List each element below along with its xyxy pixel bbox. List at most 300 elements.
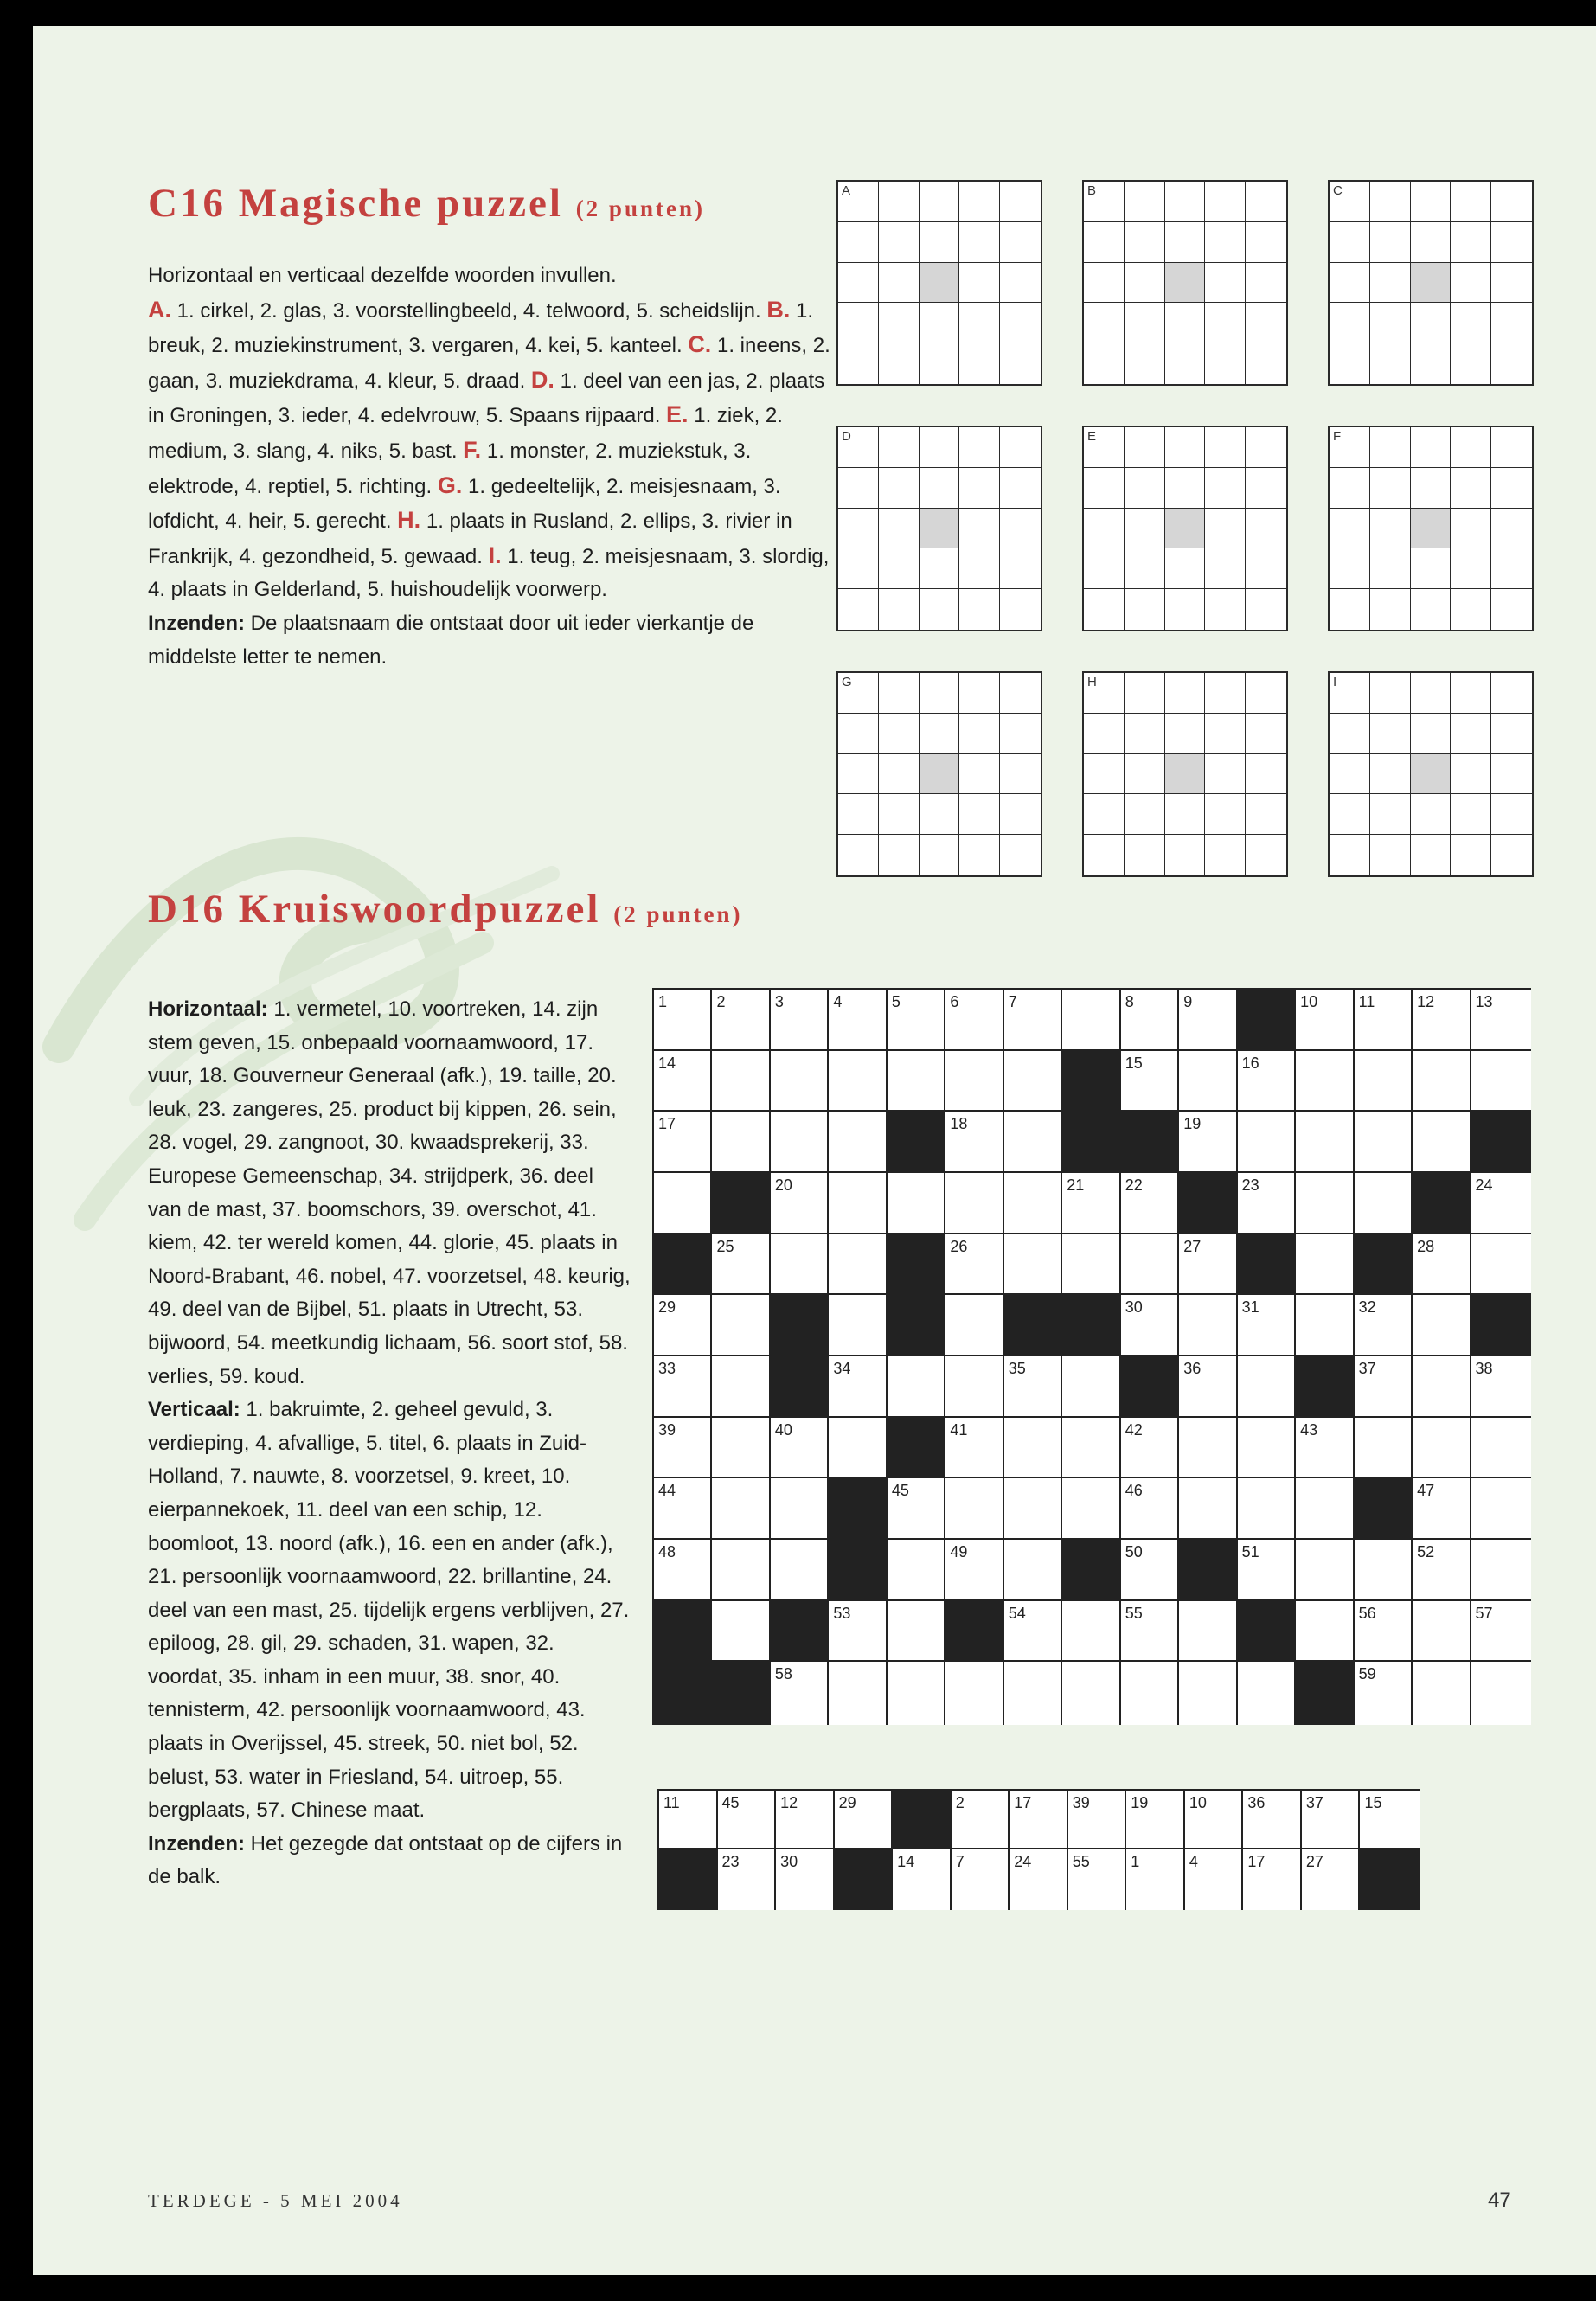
magic-grid-cell[interactable] <box>879 835 920 877</box>
magic-grid-cell[interactable] <box>1330 468 1370 509</box>
crossword-cell[interactable] <box>1413 1295 1471 1356</box>
solution-bar-cell[interactable] <box>1360 1791 1420 1849</box>
magic-grid-cell[interactable] <box>838 835 879 877</box>
crossword-cell[interactable] <box>945 1540 1003 1601</box>
magic-grid-cell[interactable] <box>1451 754 1491 795</box>
crossword-cell[interactable] <box>1296 1540 1354 1601</box>
crossword-cell[interactable] <box>888 1173 945 1234</box>
magic-grid-cell[interactable] <box>1370 673 1411 714</box>
crossword-cell[interactable] <box>1355 1662 1413 1725</box>
magic-grid-center-cell[interactable] <box>1165 263 1206 304</box>
crossword-cell[interactable] <box>1062 1601 1120 1663</box>
magic-grid-cell[interactable] <box>1205 794 1246 835</box>
crossword-cell[interactable] <box>1004 990 1062 1051</box>
magic-grid-cell[interactable] <box>1246 468 1288 509</box>
magic-grid-cell[interactable] <box>1246 509 1288 549</box>
magic-grid-cell[interactable] <box>879 303 920 343</box>
magic-grid-cell[interactable] <box>1451 182 1491 222</box>
magic-grid-cell[interactable] <box>1000 222 1042 263</box>
crossword-cell[interactable] <box>1121 1295 1179 1356</box>
magic-grid-cell[interactable] <box>1451 343 1491 386</box>
magic-grid-cell[interactable] <box>1370 548 1411 589</box>
crossword-cell[interactable] <box>771 1662 829 1725</box>
magic-grid-cell[interactable] <box>959 548 1000 589</box>
crossword-cell[interactable] <box>1238 1418 1296 1479</box>
magic-grid-cell[interactable] <box>1330 714 1370 754</box>
magic-grid-cell[interactable] <box>1330 794 1370 835</box>
magic-grid-cell[interactable] <box>879 754 920 795</box>
magic-grid-cell[interactable] <box>879 263 920 304</box>
magic-grid-cell[interactable] <box>1411 427 1452 468</box>
magic-grid-cell[interactable] <box>1125 222 1165 263</box>
crossword-cell[interactable] <box>654 990 712 1051</box>
magic-grid-cell[interactable] <box>1246 835 1288 877</box>
crossword-cell[interactable] <box>1413 1234 1471 1296</box>
magic-grid-cell[interactable] <box>959 754 1000 795</box>
magic-grid-cell[interactable] <box>920 835 960 877</box>
magic-grid-cell[interactable] <box>1411 589 1452 631</box>
crossword-cell[interactable] <box>1179 1478 1237 1540</box>
magic-grid-cell[interactable] <box>1370 343 1411 386</box>
magic-grid-cell[interactable] <box>959 589 1000 631</box>
crossword-cell[interactable] <box>1238 1540 1296 1601</box>
magic-grid-cell[interactable] <box>1084 754 1125 795</box>
crossword-cell[interactable] <box>829 990 887 1051</box>
magic-grid-cell[interactable] <box>838 343 879 386</box>
crossword-cell[interactable] <box>1471 1051 1531 1112</box>
magic-grid-cell[interactable] <box>1000 263 1042 304</box>
magic-grid-cell[interactable] <box>1165 589 1206 631</box>
crossword-cell[interactable] <box>888 1601 945 1663</box>
magic-grid-cell[interactable] <box>1125 835 1165 877</box>
magic-grid-cell[interactable] <box>959 343 1000 386</box>
magic-grid-cell[interactable] <box>1330 343 1370 386</box>
crossword-cell[interactable] <box>1238 1051 1296 1112</box>
magic-grid-cell[interactable] <box>1205 589 1246 631</box>
crossword-cell[interactable] <box>1004 1051 1062 1112</box>
magic-grid-cell[interactable] <box>1330 589 1370 631</box>
crossword-cell[interactable] <box>1121 1234 1179 1296</box>
magic-grid-cell[interactable] <box>1000 714 1042 754</box>
magic-grid-cell[interactable] <box>920 589 960 631</box>
magic-grid-cell[interactable] <box>1491 548 1534 589</box>
crossword-cell[interactable] <box>771 1051 829 1112</box>
crossword-cell[interactable] <box>888 1051 945 1112</box>
crossword-cell[interactable] <box>712 1234 770 1296</box>
magic-grid-cell[interactable] <box>1205 182 1246 222</box>
magic-grid-cell[interactable] <box>1084 714 1125 754</box>
crossword-cell[interactable] <box>829 1234 887 1296</box>
magic-grid-cell[interactable] <box>1491 303 1534 343</box>
magic-grid-cell[interactable] <box>1491 835 1534 877</box>
crossword-cell[interactable] <box>1121 1540 1179 1601</box>
magic-grid-cell[interactable] <box>920 548 960 589</box>
magic-grid-cell[interactable] <box>920 714 960 754</box>
crossword-cell[interactable] <box>1062 990 1120 1051</box>
crossword-cell[interactable] <box>1062 1418 1120 1479</box>
solution-bar-cell[interactable] <box>893 1849 952 1910</box>
magic-grid-cell[interactable] <box>959 509 1000 549</box>
crossword-cell[interactable] <box>1238 1662 1296 1725</box>
magic-grid-cell[interactable] <box>1491 182 1534 222</box>
crossword-cell[interactable] <box>1413 1112 1471 1173</box>
magic-grid-cell[interactable] <box>1370 714 1411 754</box>
crossword-cell[interactable] <box>654 1418 712 1479</box>
magic-grid-cell[interactable] <box>959 794 1000 835</box>
crossword-cell[interactable] <box>945 1478 1003 1540</box>
magic-grid-cell[interactable] <box>879 509 920 549</box>
crossword-cell[interactable] <box>1413 1051 1471 1112</box>
crossword-cell[interactable] <box>1355 1356 1413 1418</box>
crossword-cell[interactable] <box>1355 1112 1413 1173</box>
magic-grid-cell[interactable] <box>1084 468 1125 509</box>
crossword-cell[interactable] <box>771 1478 829 1540</box>
magic-grid-cell[interactable] <box>1165 714 1206 754</box>
magic-grid-cell[interactable] <box>1491 589 1534 631</box>
crossword-cell[interactable] <box>829 1356 887 1418</box>
crossword-cell[interactable] <box>1471 990 1531 1051</box>
crossword-cell[interactable] <box>888 990 945 1051</box>
magic-grid-cell[interactable] <box>1125 589 1165 631</box>
crossword-cell[interactable] <box>1296 990 1354 1051</box>
crossword-cell[interactable] <box>771 990 829 1051</box>
crossword-cell[interactable] <box>1121 1662 1179 1725</box>
magic-grid-cell[interactable] <box>1246 673 1288 714</box>
magic-grid-cell[interactable] <box>1370 794 1411 835</box>
solution-bar-cell[interactable] <box>1243 1849 1302 1910</box>
magic-grid-cell[interactable] <box>1246 303 1288 343</box>
crossword-cell[interactable] <box>1296 1173 1354 1234</box>
magic-grid-cell[interactable] <box>1205 263 1246 304</box>
magic-grid-cell[interactable] <box>1330 835 1370 877</box>
magic-grid-cell[interactable] <box>1000 835 1042 877</box>
magic-grid-cell[interactable] <box>1411 303 1452 343</box>
magic-grid-cell[interactable] <box>1451 714 1491 754</box>
crossword-cell[interactable] <box>1296 1234 1354 1296</box>
magic-grid-cell[interactable] <box>1451 263 1491 304</box>
magic-grid-cell[interactable] <box>1000 548 1042 589</box>
magic-grid-center-cell[interactable] <box>1411 263 1452 304</box>
crossword-cell[interactable] <box>1121 1601 1179 1663</box>
magic-grid-cell[interactable] <box>920 427 960 468</box>
magic-grid-cell[interactable] <box>879 427 920 468</box>
solution-bar-cell[interactable] <box>952 1849 1010 1910</box>
magic-grid-cell[interactable] <box>1411 343 1452 386</box>
crossword-cell[interactable] <box>1296 1601 1354 1663</box>
crossword-cell[interactable] <box>1355 1173 1413 1234</box>
magic-grid-center-cell[interactable] <box>920 754 960 795</box>
crossword-cell[interactable] <box>888 1662 945 1725</box>
magic-grid-cell[interactable] <box>1125 182 1165 222</box>
crossword-cell[interactable] <box>1179 1051 1237 1112</box>
crossword-cell[interactable] <box>945 1112 1003 1173</box>
magic-grid-cell[interactable] <box>1125 509 1165 549</box>
magic-grid-cell[interactable] <box>1205 509 1246 549</box>
magic-grid-cell[interactable] <box>1370 468 1411 509</box>
crossword-cell[interactable] <box>1355 1418 1413 1479</box>
crossword-cell[interactable] <box>1121 1418 1179 1479</box>
crossword-cell[interactable] <box>771 1540 829 1601</box>
crossword-cell[interactable] <box>1238 1173 1296 1234</box>
crossword-cell[interactable] <box>1062 1356 1120 1418</box>
magic-grid-cell[interactable] <box>1370 222 1411 263</box>
crossword-cell[interactable] <box>1062 1173 1120 1234</box>
crossword-cell[interactable] <box>945 1234 1003 1296</box>
crossword-cell[interactable] <box>1179 1356 1237 1418</box>
magic-grid-cell[interactable] <box>1165 303 1206 343</box>
magic-grid-cell[interactable] <box>1451 794 1491 835</box>
magic-grid-cell[interactable] <box>1370 589 1411 631</box>
magic-grid-cell[interactable] <box>1205 673 1246 714</box>
magic-grid-cell[interactable] <box>838 548 879 589</box>
crossword-cell[interactable] <box>829 1295 887 1356</box>
magic-grid-cell[interactable] <box>879 714 920 754</box>
magic-grid-center-cell[interactable] <box>1165 754 1206 795</box>
crossword-cell[interactable] <box>712 1478 770 1540</box>
magic-grid-cell[interactable] <box>1411 468 1452 509</box>
magic-grid-cell[interactable] <box>1451 427 1491 468</box>
crossword-cell[interactable] <box>1121 1051 1179 1112</box>
crossword-cell[interactable] <box>654 1112 712 1173</box>
crossword-cell[interactable] <box>1296 1112 1354 1173</box>
magic-grid-cell[interactable] <box>1330 222 1370 263</box>
magic-grid-cell[interactable] <box>879 468 920 509</box>
crossword-cell[interactable] <box>1004 1478 1062 1540</box>
magic-grid-cell[interactable] <box>1084 509 1125 549</box>
crossword-cell[interactable] <box>712 1051 770 1112</box>
crossword-cell[interactable] <box>1355 1051 1413 1112</box>
crossword-cell[interactable] <box>945 1295 1003 1356</box>
magic-grid-cell[interactable] <box>1125 468 1165 509</box>
solution-bar-cell[interactable] <box>1126 1849 1185 1910</box>
magic-grid-cell[interactable] <box>1491 427 1534 468</box>
crossword-cell[interactable] <box>1471 1478 1531 1540</box>
magic-grid-center-cell[interactable] <box>920 263 960 304</box>
solution-bar-cell[interactable] <box>718 1791 777 1849</box>
magic-grid-cell[interactable] <box>1491 673 1534 714</box>
magic-grid-cell[interactable] <box>959 222 1000 263</box>
magic-grid-cell[interactable] <box>1000 673 1042 714</box>
magic-grid-cell[interactable] <box>1165 794 1206 835</box>
magic-grid-cell[interactable] <box>1246 754 1288 795</box>
crossword-cell[interactable] <box>1413 1540 1471 1601</box>
magic-grid-cell[interactable] <box>1165 468 1206 509</box>
magic-grid-cell[interactable] <box>1370 182 1411 222</box>
magic-grid-cell[interactable] <box>1411 548 1452 589</box>
crossword-cell[interactable] <box>654 1356 712 1418</box>
magic-grid-cell[interactable] <box>838 468 879 509</box>
magic-grid-cell[interactable] <box>1451 509 1491 549</box>
crossword-cell[interactable] <box>654 1173 712 1234</box>
magic-grid-cell[interactable] <box>1411 794 1452 835</box>
crossword-cell[interactable] <box>945 1418 1003 1479</box>
magic-grid-cell[interactable] <box>920 468 960 509</box>
crossword-cell[interactable] <box>1179 1295 1237 1356</box>
magic-grid-cell[interactable] <box>1246 714 1288 754</box>
solution-bar-cell[interactable] <box>1185 1849 1244 1910</box>
magic-grid-cell[interactable] <box>1084 548 1125 589</box>
solution-bar-cell[interactable] <box>1185 1791 1244 1849</box>
crossword-cell[interactable] <box>945 990 1003 1051</box>
magic-grid-cell[interactable] <box>1491 794 1534 835</box>
crossword-cell[interactable] <box>1004 1356 1062 1418</box>
magic-grid-cell[interactable] <box>1165 835 1206 877</box>
magic-grid-center-cell[interactable] <box>1411 754 1452 795</box>
crossword-cell[interactable] <box>1179 1234 1237 1296</box>
magic-grid-cell[interactable] <box>959 714 1000 754</box>
magic-grid-cell[interactable] <box>1451 468 1491 509</box>
magic-grid-cell[interactable] <box>959 427 1000 468</box>
crossword-cell[interactable] <box>888 1478 945 1540</box>
magic-grid-cell[interactable] <box>1205 343 1246 386</box>
crossword-cell[interactable] <box>1413 1601 1471 1663</box>
magic-grid-cell[interactable] <box>838 714 879 754</box>
magic-grid-cell[interactable] <box>959 468 1000 509</box>
crossword-cell[interactable] <box>1004 1418 1062 1479</box>
magic-grid-cell[interactable] <box>1246 589 1288 631</box>
magic-grid-cell[interactable] <box>1125 794 1165 835</box>
crossword-cell[interactable] <box>1238 1478 1296 1540</box>
magic-grid-cell[interactable] <box>838 263 879 304</box>
crossword-cell[interactable] <box>1238 1295 1296 1356</box>
magic-grid-cell[interactable] <box>1205 548 1246 589</box>
magic-grid-cell[interactable] <box>920 222 960 263</box>
magic-grid-cell[interactable] <box>838 794 879 835</box>
magic-grid-cell[interactable] <box>879 548 920 589</box>
magic-grid-cell[interactable] <box>920 794 960 835</box>
magic-grid-cell[interactable] <box>838 222 879 263</box>
magic-grid-cell[interactable] <box>1000 303 1042 343</box>
crossword-cell[interactable] <box>1238 1356 1296 1418</box>
crossword-cell[interactable] <box>712 1356 770 1418</box>
magic-grid-cell[interactable] <box>1205 427 1246 468</box>
crossword-cell[interactable] <box>1062 1234 1120 1296</box>
crossword-cell[interactable] <box>1296 1418 1354 1479</box>
magic-grid-cell[interactable] <box>879 589 920 631</box>
magic-grid-cell[interactable] <box>1370 754 1411 795</box>
magic-grid-cell[interactable] <box>1125 714 1165 754</box>
magic-grid-cell[interactable] <box>920 673 960 714</box>
crossword-cell[interactable] <box>1413 1356 1471 1418</box>
magic-grid-cell[interactable] <box>879 673 920 714</box>
solution-bar-cell[interactable] <box>1302 1791 1361 1849</box>
magic-grid-cell[interactable] <box>879 343 920 386</box>
solution-bar-cell[interactable] <box>659 1791 718 1849</box>
magic-grid-cell[interactable] <box>1205 222 1246 263</box>
crossword-cell[interactable] <box>1471 1356 1531 1418</box>
magic-grid-cell[interactable] <box>1411 835 1452 877</box>
crossword-cell[interactable] <box>654 1051 712 1112</box>
crossword-cell[interactable] <box>1062 1662 1120 1725</box>
crossword-cell[interactable] <box>1413 1418 1471 1479</box>
crossword-cell[interactable] <box>712 990 770 1051</box>
magic-grid-cell[interactable] <box>920 182 960 222</box>
magic-grid-cell[interactable] <box>1411 714 1452 754</box>
magic-grid-cell[interactable] <box>959 673 1000 714</box>
solution-bar-cell[interactable] <box>1068 1849 1127 1910</box>
crossword-cell[interactable] <box>829 1112 887 1173</box>
magic-grid-cell[interactable] <box>1246 343 1288 386</box>
crossword-cell[interactable] <box>1179 1601 1237 1663</box>
magic-grid-cell[interactable] <box>879 794 920 835</box>
magic-grid-cell[interactable] <box>1000 343 1042 386</box>
magic-grid-cell[interactable] <box>1000 589 1042 631</box>
magic-grid-cell[interactable] <box>1246 222 1288 263</box>
crossword-cell[interactable] <box>1413 1662 1471 1725</box>
magic-grid-cell[interactable] <box>1084 794 1125 835</box>
magic-grid-cell[interactable] <box>1411 673 1452 714</box>
magic-grid-cell[interactable] <box>1084 263 1125 304</box>
crossword-cell[interactable] <box>1471 1601 1531 1663</box>
magic-grid-cell[interactable] <box>1370 303 1411 343</box>
crossword-cell[interactable] <box>654 1540 712 1601</box>
magic-grid-cell[interactable] <box>1411 182 1452 222</box>
magic-grid-cell[interactable] <box>1451 303 1491 343</box>
solution-bar-cell[interactable] <box>1126 1791 1185 1849</box>
magic-grid-cell[interactable] <box>920 303 960 343</box>
solution-bar-cell[interactable] <box>835 1791 894 1849</box>
magic-grid-center-cell[interactable] <box>1411 509 1452 549</box>
solution-bar-cell[interactable] <box>1302 1849 1361 1910</box>
magic-grid-cell[interactable] <box>879 222 920 263</box>
magic-grid-cell[interactable] <box>838 589 879 631</box>
magic-grid-cell[interactable] <box>959 182 1000 222</box>
crossword-cell[interactable] <box>945 1051 1003 1112</box>
solution-bar-cell[interactable] <box>1010 1791 1068 1849</box>
crossword-cell[interactable] <box>945 1356 1003 1418</box>
magic-grid-cell[interactable] <box>1165 673 1206 714</box>
crossword-cell[interactable] <box>712 1295 770 1356</box>
crossword-cell[interactable] <box>888 1356 945 1418</box>
solution-bar-cell[interactable] <box>952 1791 1010 1849</box>
magic-grid-cell[interactable] <box>838 509 879 549</box>
crossword-cell[interactable] <box>829 1601 887 1663</box>
magic-grid-cell[interactable] <box>1330 509 1370 549</box>
magic-grid-cell[interactable] <box>1084 303 1125 343</box>
magic-grid-cell[interactable] <box>1451 222 1491 263</box>
magic-grid-cell[interactable] <box>1491 263 1534 304</box>
magic-grid-cell[interactable] <box>1125 427 1165 468</box>
crossword-cell[interactable] <box>1121 1173 1179 1234</box>
crossword-cell[interactable] <box>712 1112 770 1173</box>
crossword-cell[interactable] <box>829 1418 887 1479</box>
crossword-cell[interactable] <box>1179 1662 1237 1725</box>
magic-grid-cell[interactable] <box>920 343 960 386</box>
solution-bar-cell[interactable] <box>1068 1791 1127 1849</box>
magic-grid-cell[interactable] <box>1205 835 1246 877</box>
solution-bar-cell[interactable] <box>776 1849 835 1910</box>
magic-grid-cell[interactable] <box>1330 303 1370 343</box>
magic-grid-cell[interactable] <box>1451 589 1491 631</box>
crossword-cell[interactable] <box>1004 1173 1062 1234</box>
magic-grid-cell[interactable] <box>1000 754 1042 795</box>
crossword-cell[interactable] <box>1471 1540 1531 1601</box>
magic-grid-cell[interactable] <box>1125 263 1165 304</box>
crossword-cell[interactable] <box>829 1173 887 1234</box>
magic-grid-cell[interactable] <box>1125 303 1165 343</box>
crossword-cell[interactable] <box>829 1051 887 1112</box>
crossword-cell[interactable] <box>1355 1295 1413 1356</box>
solution-bar-cell[interactable] <box>1010 1849 1068 1910</box>
magic-grid-cell[interactable] <box>959 835 1000 877</box>
crossword-cell[interactable] <box>1355 1540 1413 1601</box>
crossword-cell[interactable] <box>1413 1478 1471 1540</box>
crossword-cell[interactable] <box>1004 1234 1062 1296</box>
crossword-cell[interactable] <box>1238 1112 1296 1173</box>
magic-grid-cell[interactable] <box>1330 263 1370 304</box>
magic-grid-cell[interactable] <box>1084 343 1125 386</box>
solution-bar-cell[interactable] <box>718 1849 777 1910</box>
